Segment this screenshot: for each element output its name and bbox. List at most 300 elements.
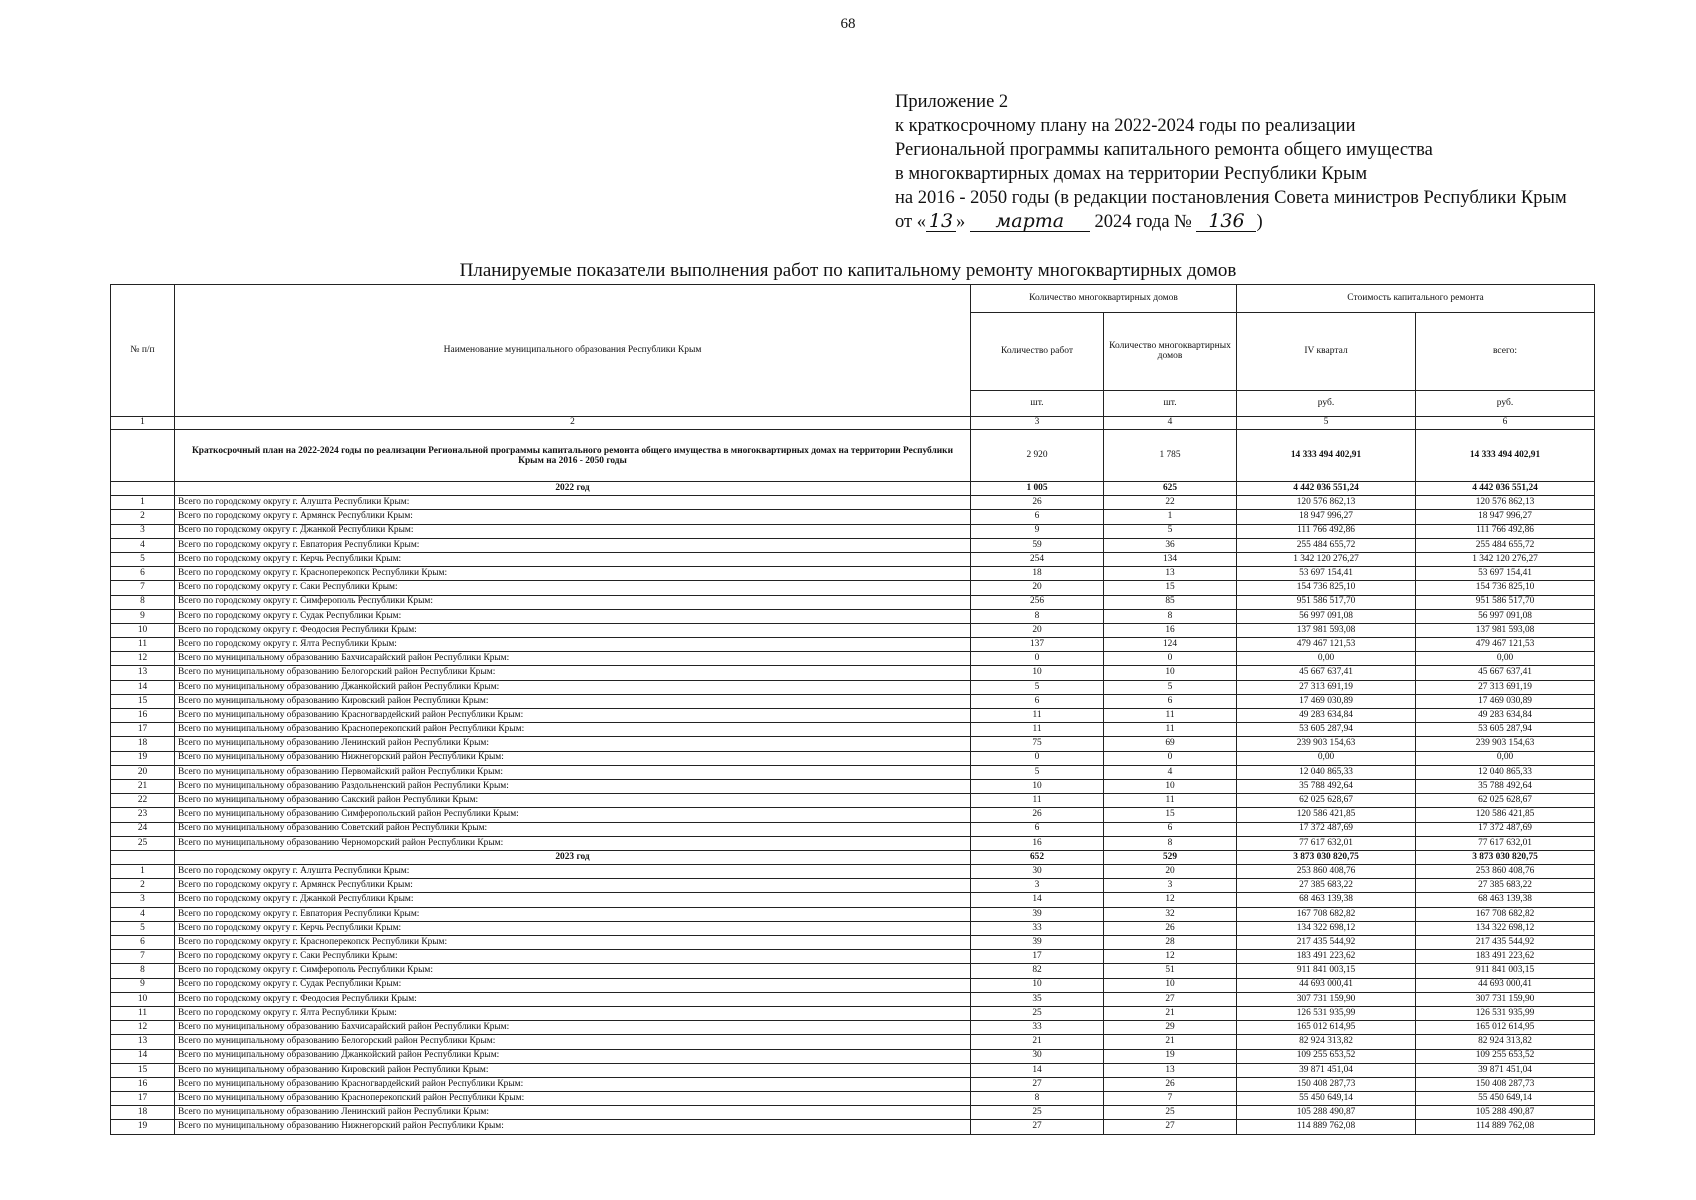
col-number-5: 5 <box>1237 417 1416 430</box>
table-row <box>111 737 1595 751</box>
q4-cost: 12 040 865,33 <box>1237 765 1416 779</box>
date-prefix: от « <box>895 212 926 232</box>
works-count: 11 <box>971 794 1104 808</box>
houses-count: 8 <box>1104 836 1237 850</box>
municipality-name: Всего по муниципальному образованию Советский район Республики Крым: <box>175 822 971 836</box>
works-count: 82 <box>971 964 1104 978</box>
row-number: 3 <box>111 524 175 538</box>
table-row <box>111 836 1595 850</box>
total-cost: 56 997 091,08 <box>1416 609 1595 623</box>
works-count: 8 <box>971 1092 1104 1106</box>
row-number: 12 <box>111 1021 175 1035</box>
date-day: 13 <box>926 211 956 232</box>
total-cost: 951 586 517,70 <box>1416 595 1595 609</box>
q4-cost: 951 586 517,70 <box>1237 595 1416 609</box>
q4-cost: 44 693 000,41 <box>1237 978 1416 992</box>
total-cost: 53 697 154,41 <box>1416 567 1595 581</box>
row-number: 15 <box>111 1063 175 1077</box>
houses-count: 12 <box>1104 950 1237 964</box>
q4-cost: 137 981 593,08 <box>1237 623 1416 637</box>
works-count: 33 <box>971 921 1104 935</box>
row-number: 16 <box>111 1077 175 1091</box>
total-cost: 479 467 121,53 <box>1416 638 1595 652</box>
row-number: 1 <box>111 496 175 510</box>
total-cost: 217 435 544,92 <box>1416 936 1595 950</box>
appendix-line-3: Региональной программы капитального ремонта общего имущества <box>895 140 1433 160</box>
col-number-1: 1 <box>111 417 175 430</box>
houses-count: 15 <box>1104 808 1237 822</box>
q4-cost: 111 766 492,86 <box>1237 524 1416 538</box>
houses-count: 16 <box>1104 623 1237 637</box>
table-row <box>111 1120 1595 1134</box>
table-body <box>111 430 1595 1135</box>
grand-total-q4: 14 333 494 402,91 <box>1237 430 1416 482</box>
year-row <box>111 482 1595 496</box>
q4-cost: 56 997 091,08 <box>1237 609 1416 623</box>
grand-total-name: Краткосрочный план на 2022-2024 годы по реализации Региональной программы капитального ремонта общего имущества в многоквартирных домах на территории Республики Крым на 2016 - 2050 годы <box>175 430 971 482</box>
works-count: 27 <box>971 1077 1104 1091</box>
works-count: 20 <box>971 623 1104 637</box>
q4-cost: 27 385 683,22 <box>1237 879 1416 893</box>
year-label: 2023 год <box>175 850 971 864</box>
header-works: Количество работ <box>971 313 1104 391</box>
q4-cost: 18 947 996,27 <box>1237 510 1416 524</box>
header-name: Наименование муниципального образования Республики Крым <box>175 285 971 417</box>
q4-cost: 82 924 313,82 <box>1237 1035 1416 1049</box>
houses-count: 29 <box>1104 1021 1237 1035</box>
houses-count: 4 <box>1104 765 1237 779</box>
table-row <box>111 779 1595 793</box>
municipality-name: Всего по муниципальному образованию Раздольненский район Республики Крым: <box>175 779 971 793</box>
municipality-name: Всего по городскому округу г. Симферополь Республики Крым: <box>175 964 971 978</box>
appendix-block <box>895 90 1567 234</box>
q4-cost: 255 484 655,72 <box>1237 538 1416 552</box>
header-num: № п/п <box>111 285 175 417</box>
houses-count: 13 <box>1104 1063 1237 1077</box>
table-row <box>111 893 1595 907</box>
table-row <box>111 1077 1595 1091</box>
table-row <box>111 623 1595 637</box>
municipality-name: Всего по городскому округу г. Саки Республики Крым: <box>175 950 971 964</box>
municipality-name: Всего по городскому округу г. Красноперекопск Республики Крым: <box>175 567 971 581</box>
houses-count: 32 <box>1104 907 1237 921</box>
houses-count: 27 <box>1104 992 1237 1006</box>
municipality-name: Всего по городскому округу г. Алушта Республики Крым: <box>175 865 971 879</box>
header-total: всего: <box>1416 313 1595 391</box>
works-count: 256 <box>971 595 1104 609</box>
document-title: Планируемые показатели выполнения работ по капитальному ремонту многоквартирных домов <box>459 260 1237 281</box>
header-group-count: Количество многоквартирных домов <box>971 285 1237 313</box>
municipality-name: Всего по муниципальному образованию Бахчисарайский район Республики Крым: <box>175 1021 971 1035</box>
row-number: 9 <box>111 609 175 623</box>
row-number: 4 <box>111 907 175 921</box>
table-row <box>111 666 1595 680</box>
header-group-cost: Стоимость капитального ремонта <box>1237 285 1595 313</box>
q4-cost: 45 667 637,41 <box>1237 666 1416 680</box>
appendix-line-1: Приложение 2 <box>895 92 1009 112</box>
total-cost: 154 736 825,10 <box>1416 581 1595 595</box>
works-count: 8 <box>971 609 1104 623</box>
total-cost: 55 450 649,14 <box>1416 1092 1595 1106</box>
q4-cost: 134 322 698,12 <box>1237 921 1416 935</box>
q4-cost: 55 450 649,14 <box>1237 1092 1416 1106</box>
row-number: 16 <box>111 709 175 723</box>
total-cost: 105 288 490,87 <box>1416 1106 1595 1120</box>
year-houses: 625 <box>1104 482 1237 496</box>
q4-cost: 17 469 030,89 <box>1237 694 1416 708</box>
works-count: 6 <box>971 694 1104 708</box>
works-count: 5 <box>971 765 1104 779</box>
total-cost: 0,00 <box>1416 652 1595 666</box>
houses-count: 0 <box>1104 751 1237 765</box>
year-label: 2022 год <box>175 482 971 496</box>
col-number-3: 3 <box>971 417 1104 430</box>
total-cost: 0,00 <box>1416 751 1595 765</box>
municipality-name: Всего по городскому округу г. Евпатория Республики Крым: <box>175 907 971 921</box>
date-month: марта <box>970 211 1090 232</box>
houses-count: 10 <box>1104 779 1237 793</box>
works-count: 21 <box>971 1035 1104 1049</box>
houses-count: 27 <box>1104 1120 1237 1134</box>
date-mid: » <box>955 212 966 232</box>
houses-count: 6 <box>1104 822 1237 836</box>
works-count: 6 <box>971 822 1104 836</box>
works-count: 25 <box>971 1006 1104 1020</box>
total-cost: 134 322 698,12 <box>1416 921 1595 935</box>
row-number: 12 <box>111 652 175 666</box>
table-row <box>111 723 1595 737</box>
table-row <box>111 1049 1595 1063</box>
row-number: 9 <box>111 978 175 992</box>
table-row <box>111 595 1595 609</box>
unit-q4: руб. <box>1237 391 1416 417</box>
table-row <box>111 822 1595 836</box>
total-cost: 307 731 159,90 <box>1416 992 1595 1006</box>
row-number: 7 <box>111 581 175 595</box>
works-count: 9 <box>971 524 1104 538</box>
total-cost: 68 463 139,38 <box>1416 893 1595 907</box>
row-number: 17 <box>111 723 175 737</box>
table-row <box>111 1006 1595 1020</box>
unit-works: шт. <box>971 391 1104 417</box>
table-row <box>111 1063 1595 1077</box>
row-number: 14 <box>111 680 175 694</box>
table-row <box>111 921 1595 935</box>
works-count: 6 <box>971 510 1104 524</box>
houses-count: 28 <box>1104 936 1237 950</box>
works-count: 0 <box>971 652 1104 666</box>
municipality-name: Всего по городскому округу г. Красноперекопск Республики Крым: <box>175 936 971 950</box>
q4-cost: 35 788 492,64 <box>1237 779 1416 793</box>
total-cost: 183 491 223,62 <box>1416 950 1595 964</box>
grand-total-houses: 1 785 <box>1104 430 1237 482</box>
total-cost: 12 040 865,33 <box>1416 765 1595 779</box>
q4-cost: 167 708 682,82 <box>1237 907 1416 921</box>
q4-cost: 77 617 632,01 <box>1237 836 1416 850</box>
table-row <box>111 1106 1595 1120</box>
works-count: 35 <box>971 992 1104 1006</box>
municipality-name: Всего по муниципальному образованию Сакский район Республики Крым: <box>175 794 971 808</box>
table-row <box>111 765 1595 779</box>
works-table <box>110 284 1595 1135</box>
q4-cost: 114 889 762,08 <box>1237 1120 1416 1134</box>
row-number: 8 <box>111 595 175 609</box>
header-houses: Количество многоквартирных домов <box>1104 313 1237 391</box>
table-row <box>111 751 1595 765</box>
works-count: 17 <box>971 950 1104 964</box>
municipality-name: Всего по муниципальному образованию Красногвардейский район Республики Крым: <box>175 709 971 723</box>
municipality-name: Всего по городскому округу г. Судак Республики Крым: <box>175 978 971 992</box>
municipality-name: Всего по муниципальному образованию Красноперекопский район Республики Крым: <box>175 723 971 737</box>
q4-cost: 183 491 223,62 <box>1237 950 1416 964</box>
works-count: 33 <box>971 1021 1104 1035</box>
houses-count: 10 <box>1104 666 1237 680</box>
q4-cost: 0,00 <box>1237 652 1416 666</box>
total-cost: 17 469 030,89 <box>1416 694 1595 708</box>
municipality-name: Всего по городскому округу г. Ялта Республики Крым: <box>175 638 971 652</box>
municipality-name: Всего по городскому округу г. Ялта Республики Крым: <box>175 1006 971 1020</box>
table-row <box>111 538 1595 552</box>
table-row <box>111 609 1595 623</box>
year-q4: 3 873 030 820,75 <box>1237 850 1416 864</box>
municipality-name: Всего по городскому округу г. Саки Республики Крым: <box>175 581 971 595</box>
works-count: 10 <box>971 779 1104 793</box>
works-count: 20 <box>971 581 1104 595</box>
works-count: 137 <box>971 638 1104 652</box>
decree-number: 136 <box>1196 211 1256 232</box>
works-count: 27 <box>971 1120 1104 1134</box>
houses-count: 26 <box>1104 1077 1237 1091</box>
houses-count: 22 <box>1104 496 1237 510</box>
houses-count: 124 <box>1104 638 1237 652</box>
houses-count: 5 <box>1104 524 1237 538</box>
works-count: 14 <box>971 1063 1104 1077</box>
q4-cost: 68 463 139,38 <box>1237 893 1416 907</box>
works-count: 254 <box>971 552 1104 566</box>
q4-cost: 307 731 159,90 <box>1237 992 1416 1006</box>
q4-cost: 239 903 154,63 <box>1237 737 1416 751</box>
row-number: 19 <box>111 751 175 765</box>
q4-cost: 217 435 544,92 <box>1237 936 1416 950</box>
works-count: 26 <box>971 808 1104 822</box>
year-works: 1 005 <box>971 482 1104 496</box>
works-count: 39 <box>971 907 1104 921</box>
houses-count: 11 <box>1104 709 1237 723</box>
municipality-name: Всего по городскому округу г. Феодосия Республики Крым: <box>175 992 971 1006</box>
q4-cost: 479 467 121,53 <box>1237 638 1416 652</box>
unit-houses: шт. <box>1104 391 1237 417</box>
works-count: 11 <box>971 709 1104 723</box>
q4-cost: 1 342 120 276,27 <box>1237 552 1416 566</box>
q4-cost: 120 586 421,85 <box>1237 808 1416 822</box>
total-cost: 255 484 655,72 <box>1416 538 1595 552</box>
row-number: 5 <box>111 921 175 935</box>
total-cost: 165 012 614,95 <box>1416 1021 1595 1035</box>
total-cost: 1 342 120 276,27 <box>1416 552 1595 566</box>
houses-count: 8 <box>1104 609 1237 623</box>
page-number: 68 <box>840 16 856 32</box>
date-year: 2024 года № <box>1094 212 1192 232</box>
municipality-name: Всего по городскому округу г. Судак Республики Крым: <box>175 609 971 623</box>
municipality-name: Всего по муниципальному образованию Белогорский район Республики Крым: <box>175 666 971 680</box>
row-number: 2 <box>111 879 175 893</box>
table-row <box>111 524 1595 538</box>
year-works: 652 <box>971 850 1104 864</box>
appendix-date-line <box>895 210 1567 234</box>
appendix-line-4: в многоквартирных домах на территории Республики Крым <box>895 164 1368 184</box>
total-cost: 126 531 935,99 <box>1416 1006 1595 1020</box>
total-cost: 44 693 000,41 <box>1416 978 1595 992</box>
houses-count: 134 <box>1104 552 1237 566</box>
houses-count: 21 <box>1104 1035 1237 1049</box>
houses-count: 25 <box>1104 1106 1237 1120</box>
row-number: 17 <box>111 1092 175 1106</box>
row-number: 22 <box>111 794 175 808</box>
works-count: 18 <box>971 567 1104 581</box>
year-total: 3 873 030 820,75 <box>1416 850 1595 864</box>
municipality-name: Всего по муниципальному образованию Красногвардейский район Республики Крым: <box>175 1077 971 1091</box>
q4-cost: 253 860 408,76 <box>1237 865 1416 879</box>
works-count: 30 <box>971 1049 1104 1063</box>
total-cost: 253 860 408,76 <box>1416 865 1595 879</box>
total-cost: 167 708 682,82 <box>1416 907 1595 921</box>
q4-cost: 0,00 <box>1237 751 1416 765</box>
total-cost: 120 576 862,13 <box>1416 496 1595 510</box>
q4-cost: 120 576 862,13 <box>1237 496 1416 510</box>
municipality-name: Всего по муниципальному образованию Джанкойский район Республики Крым: <box>175 1049 971 1063</box>
total-cost: 137 981 593,08 <box>1416 623 1595 637</box>
total-cost: 82 924 313,82 <box>1416 1035 1595 1049</box>
municipality-name: Всего по муниципальному образованию Красноперекопский район Республики Крым: <box>175 1092 971 1106</box>
table-row <box>111 936 1595 950</box>
total-cost: 39 871 451,04 <box>1416 1063 1595 1077</box>
table-row <box>111 950 1595 964</box>
row-number: 8 <box>111 964 175 978</box>
houses-count: 12 <box>1104 893 1237 907</box>
houses-count: 5 <box>1104 680 1237 694</box>
municipality-name: Всего по городскому округу г. Алушта Республики Крым: <box>175 496 971 510</box>
works-count: 3 <box>971 879 1104 893</box>
works-count: 10 <box>971 978 1104 992</box>
municipality-name: Всего по городскому округу г. Керчь Республики Крым: <box>175 921 971 935</box>
unit-total: руб. <box>1416 391 1595 417</box>
row-number: 13 <box>111 666 175 680</box>
table-row <box>111 709 1595 723</box>
row-number: 18 <box>111 737 175 751</box>
row-number: 6 <box>111 567 175 581</box>
total-cost: 77 617 632,01 <box>1416 836 1595 850</box>
table-row <box>111 907 1595 921</box>
works-count: 59 <box>971 538 1104 552</box>
municipality-name: Всего по муниципальному образованию Первомайский район Республики Крым: <box>175 765 971 779</box>
table-row <box>111 1035 1595 1049</box>
date-suffix: ) <box>1256 212 1263 232</box>
houses-count: 11 <box>1104 794 1237 808</box>
table-row <box>111 992 1595 1006</box>
municipality-name: Всего по муниципальному образованию Кировский район Республики Крым: <box>175 1063 971 1077</box>
q4-cost: 911 841 003,15 <box>1237 964 1416 978</box>
total-cost: 109 255 653,52 <box>1416 1049 1595 1063</box>
table-row <box>111 638 1595 652</box>
works-count: 30 <box>971 865 1104 879</box>
table-row <box>111 808 1595 822</box>
works-count: 16 <box>971 836 1104 850</box>
row-number: 4 <box>111 538 175 552</box>
works-count: 11 <box>971 723 1104 737</box>
appendix-line-2: к краткосрочному плану на 2022-2024 годы по реализации <box>895 116 1356 136</box>
table-row <box>111 978 1595 992</box>
houses-count: 10 <box>1104 978 1237 992</box>
works-count: 39 <box>971 936 1104 950</box>
houses-count: 11 <box>1104 723 1237 737</box>
table-row <box>111 510 1595 524</box>
total-cost: 49 283 634,84 <box>1416 709 1595 723</box>
q4-cost: 27 313 691,19 <box>1237 680 1416 694</box>
row-number: 2 <box>111 510 175 524</box>
total-cost: 150 408 287,73 <box>1416 1077 1595 1091</box>
table-row <box>111 680 1595 694</box>
municipality-name: Всего по муниципальному образованию Белогорский район Республики Крым: <box>175 1035 971 1049</box>
year-row <box>111 850 1595 864</box>
houses-count: 1 <box>1104 510 1237 524</box>
total-cost: 114 889 762,08 <box>1416 1120 1595 1134</box>
houses-count: 13 <box>1104 567 1237 581</box>
row-number: 21 <box>111 779 175 793</box>
year-q4: 4 442 036 551,24 <box>1237 482 1416 496</box>
total-cost: 111 766 492,86 <box>1416 524 1595 538</box>
municipality-name: Всего по муниципальному образованию Бахчисарайский район Республики Крым: <box>175 652 971 666</box>
municipality-name: Всего по муниципальному образованию Симферопольский район Республики Крым: <box>175 808 971 822</box>
row-number: 11 <box>111 638 175 652</box>
table-row <box>111 794 1595 808</box>
total-cost: 911 841 003,15 <box>1416 964 1595 978</box>
appendix-line-5: на 2016 - 2050 годы (в редакции постановления Совета министров Республики Крым <box>895 188 1567 208</box>
year-total: 4 442 036 551,24 <box>1416 482 1595 496</box>
row-number: 11 <box>111 1006 175 1020</box>
works-count: 26 <box>971 496 1104 510</box>
total-cost: 17 372 487,69 <box>1416 822 1595 836</box>
works-count: 25 <box>971 1106 1104 1120</box>
q4-cost: 49 283 634,84 <box>1237 709 1416 723</box>
header-q4: IV квартал <box>1237 313 1416 391</box>
grand-total-row <box>111 430 1595 482</box>
houses-count: 19 <box>1104 1049 1237 1063</box>
houses-count: 0 <box>1104 652 1237 666</box>
municipality-name: Всего по муниципальному образованию Кировский район Республики Крым: <box>175 694 971 708</box>
row-number: 20 <box>111 765 175 779</box>
q4-cost: 39 871 451,04 <box>1237 1063 1416 1077</box>
grand-total-works: 2 920 <box>971 430 1104 482</box>
houses-count: 26 <box>1104 921 1237 935</box>
year-houses: 529 <box>1104 850 1237 864</box>
col-number-4: 4 <box>1104 417 1237 430</box>
table-row <box>111 865 1595 879</box>
q4-cost: 150 408 287,73 <box>1237 1077 1416 1091</box>
municipality-name: Всего по городскому округу г. Джанкой Республики Крым: <box>175 524 971 538</box>
municipality-name: Всего по муниципальному образованию Джанкойский район Республики Крым: <box>175 680 971 694</box>
row-number: 15 <box>111 694 175 708</box>
houses-count: 51 <box>1104 964 1237 978</box>
row-number: 10 <box>111 992 175 1006</box>
houses-count: 21 <box>1104 1006 1237 1020</box>
total-cost: 53 605 287,94 <box>1416 723 1595 737</box>
q4-cost: 62 025 628,67 <box>1237 794 1416 808</box>
municipality-name: Всего по городскому округу г. Армянск Республики Крым: <box>175 510 971 524</box>
municipality-name: Всего по муниципальному образованию Черноморский район Республики Крым: <box>175 836 971 850</box>
municipality-name: Всего по муниципальному образованию Нижнегорский район Республики Крым: <box>175 751 971 765</box>
table-row <box>111 496 1595 510</box>
row-number: 18 <box>111 1106 175 1120</box>
